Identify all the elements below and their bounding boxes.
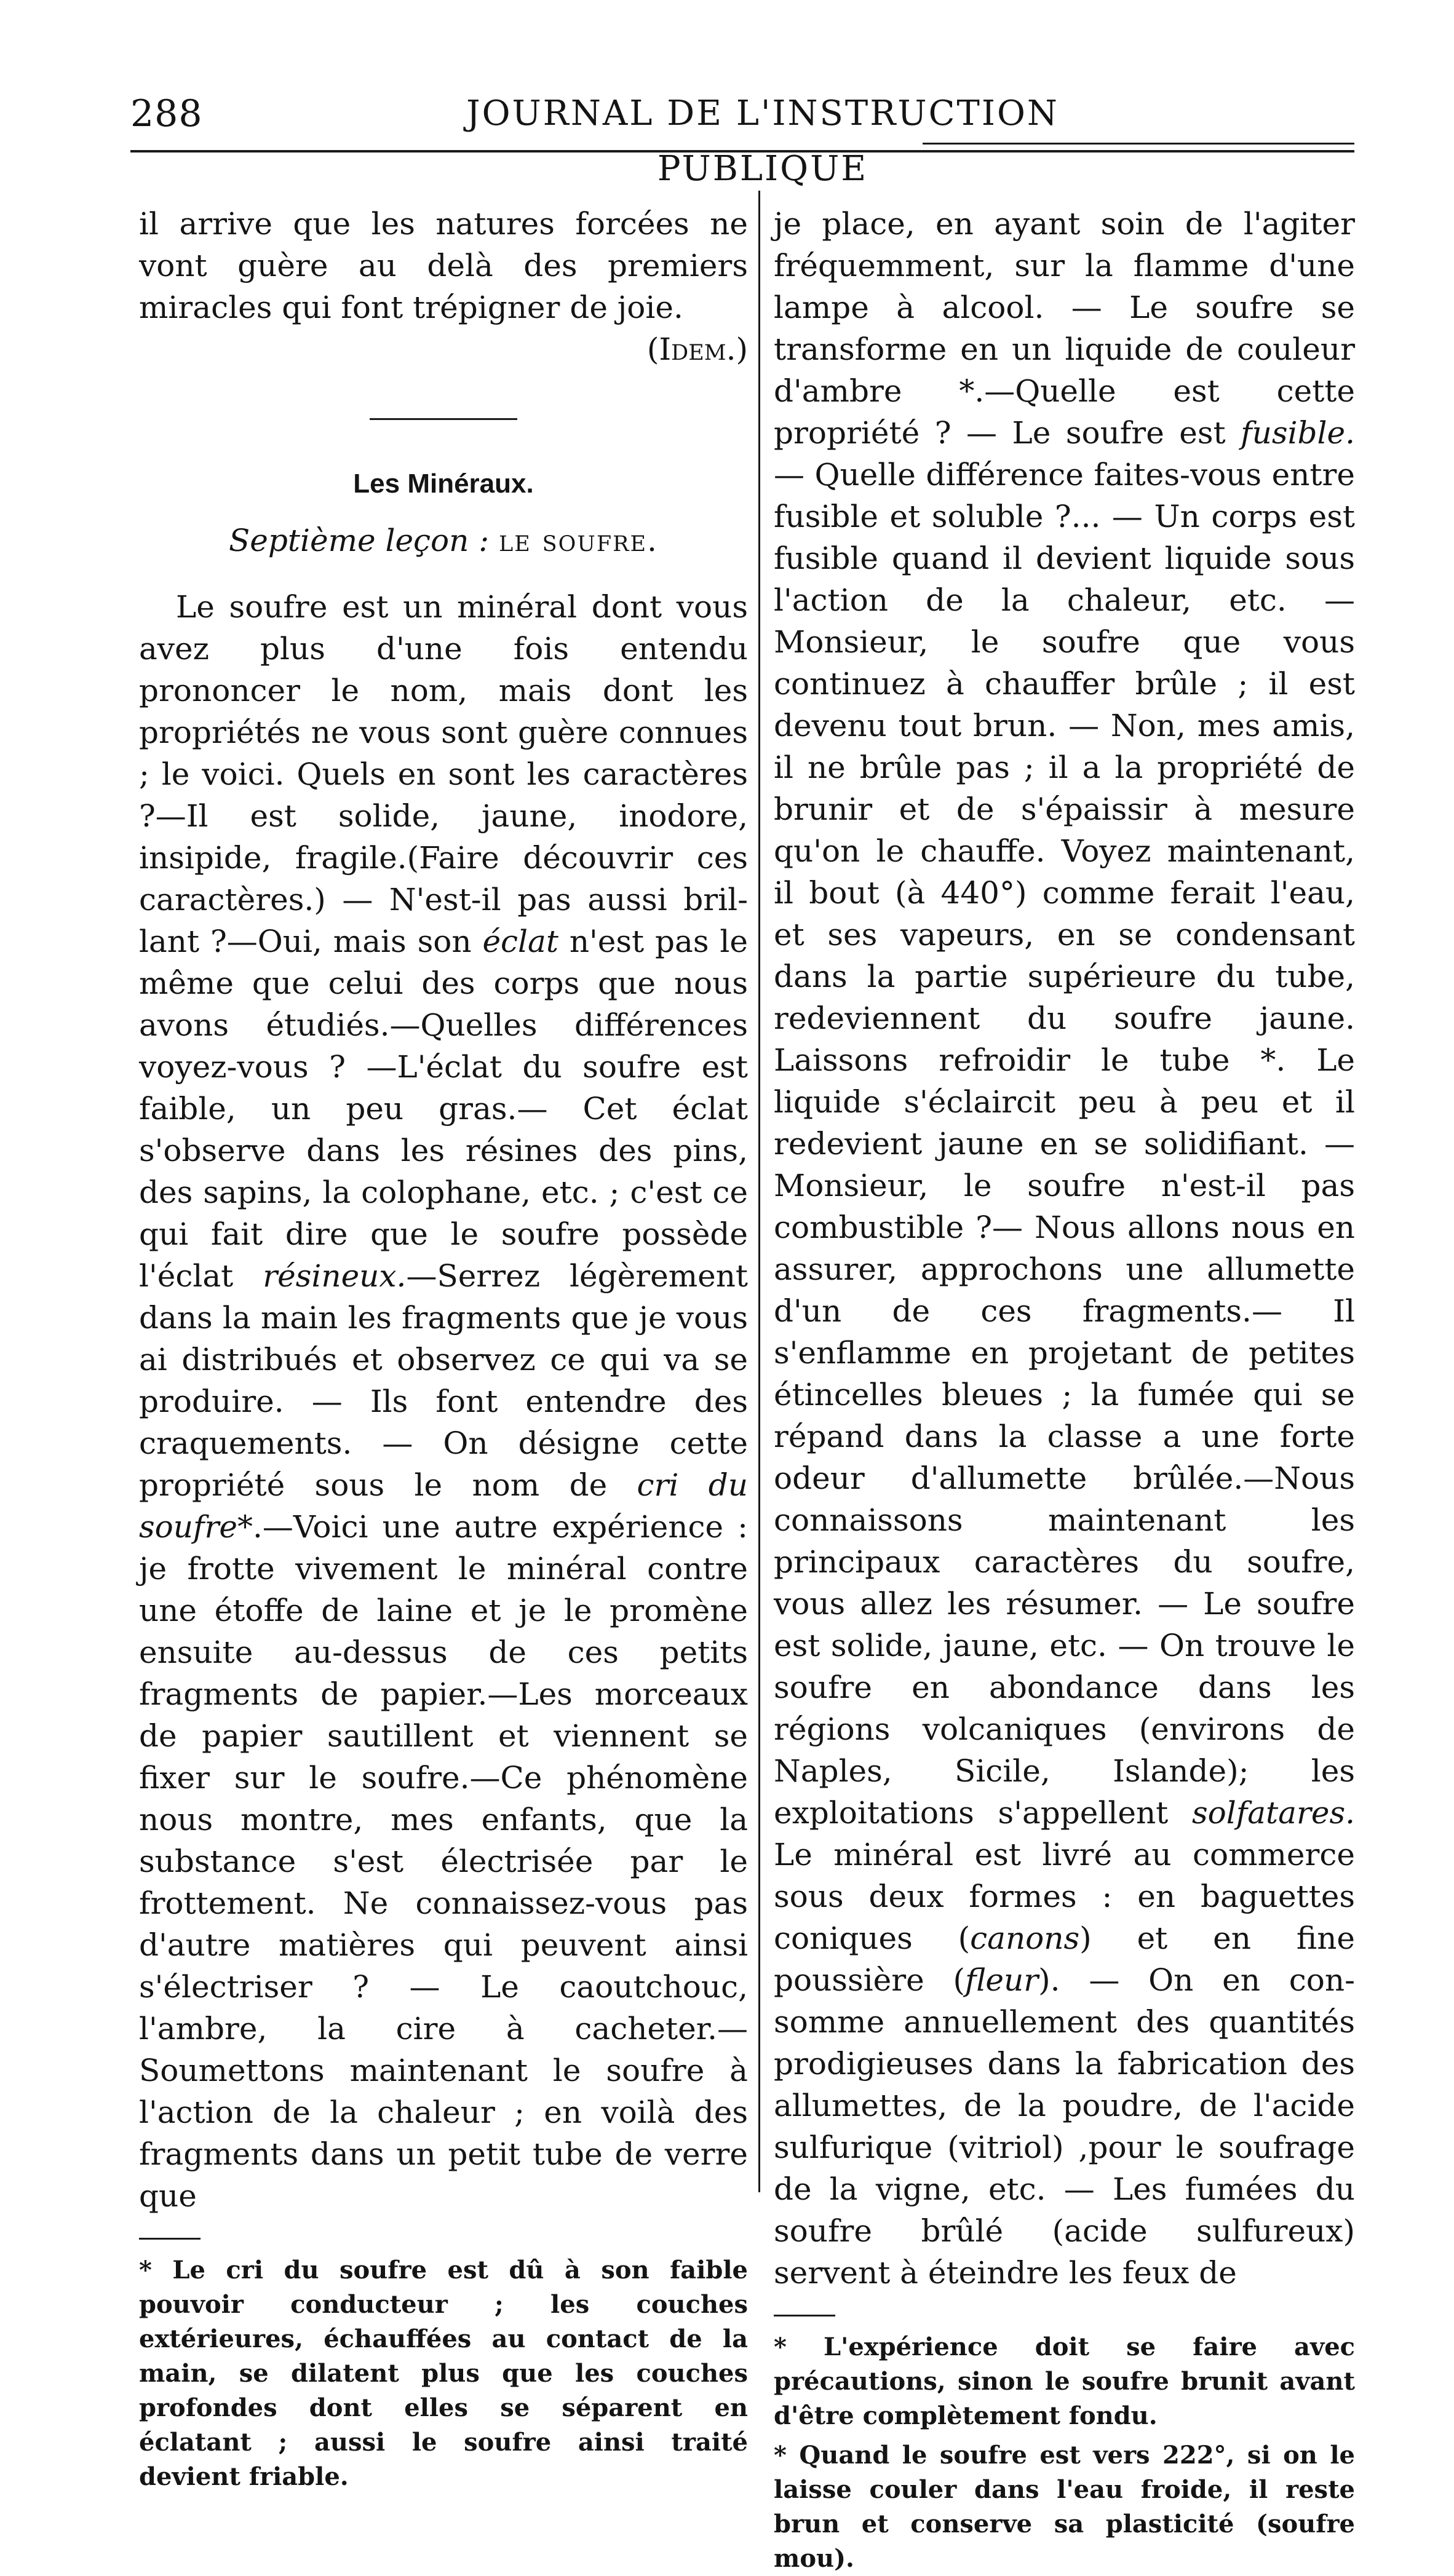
footnote-rule (774, 2315, 835, 2316)
page-number: 288 (130, 92, 203, 135)
left-column (139, 203, 748, 2494)
section-title: Les Minéraux. (353, 469, 534, 499)
intro-paragraph: il arrive que les natures forcées ne vont guère au delà des premiers miracles qui font trépigner de joie. (139, 206, 748, 325)
section-divider (370, 418, 517, 420)
footnote-left: * Le cri du soufre est dû à son faible pouvoir conducteur ; les couches extérieures, échauffées au contact de la main, se dilatent plus que les couches profondes dont elles se séparent en éclatant ; aussi le soufre ainsi traité devient friable. (139, 2256, 748, 2491)
lesson-title (139, 520, 748, 561)
lesson-body-right: je place, en ayant soin de l'agiter fréquemment, sur la flamme d'une lampe à alcool. — Le soufre se transforme en un liquide de couleur d'ambre *.—Quelle est cette propriété ? — Le soufre est fusible. — Quelle différence faites-vous entre fusible et soluble ?... — Un corps est fusible quand il devient liquide sous l'action de la chaleur, etc. — Monsieur, le soufre que vous continuez à chauffer brûle ; il est devenu tout brun. — Non, mes amis, il ne brûle pas ; il a la propriété de brunir et de s'épaissir à mesure qu'on le chauffe. Voyez maintenant, il bout (à 440°) comme ferait l'eau, et ses vapeurs, en se condensant dans la partie supérieure du tube, redeviennent du soufre jaune. Laissons refroidir le tube *. Le liquide s'éclaircit peu à peu et il redevient jaune en se solidifiant. — Monsieur, le soufre n'est-il pas combustible ?— Nous allons nous en assurer, approchons une allumette d'un de ces fragments.— Il s'enflamme en projetant de petites étincelles bleues ; la fumée qui se répand dans la classe a une forte odeur d'allumette brûlée.—Nous connaissons maintenant les principaux caractères du soufre, vous allez les résumer. — Le soufre est solide, jaune, etc. — On trouve le soufre en abondance dans les régions volcaniques (environs de Naples, Sicile, Islande); les exploitations s'appellent solfatares. Le minéral est livré au commerce sous deux formes : en baguettes coniques (canons) et en fine poussière (fleur). — On en consomme annuellement des quantités prodigieuses dans la fabrication des allumettes, de la poudre, de l'acide sulfurique (vitriol) ,pour le soufrage de la vigne, etc. — Les fumées du soufre brûlé (acide sulfureux) servent à éteindre les feux de (774, 206, 1355, 2291)
intro-source: (Idem.) (646, 331, 748, 367)
right-column (774, 203, 1355, 2576)
lesson-label: Septième leçon : (229, 523, 490, 558)
column-divider (758, 191, 760, 2192)
footnote-right-1: * L'expérience doit se faire avec précautions, sinon le soufre brunit avant d'être complètement fondu. (774, 2332, 1355, 2430)
header-rule (130, 150, 1354, 153)
page-header (0, 86, 1454, 189)
footnote-right-2: * Quand le soufre est vers 222°, si on le laisse couler dans l'eau froide, il reste brun et conserve sa plasticité (soufre mou). (774, 2441, 1355, 2573)
lesson-body-left: Le soufre est un minéral dont vous avez plus d'une fois entendu prononcer le nom, mais dont les propriétés ne vous sont guère connues ; le voici. Quels en sont les caractères ?—Il est solide, jaune, inodore, insipide, fragile.(Faire découvrir ces caractères.) — N'est-il pas aussi brillant ?—Oui, mais son éclat n'est pas le même que celui des corps que nous avons étudiés.—Quelles différences voyez-vous ? —L'éclat du soufre est faible, un peu gras.— Cet éclat s'observe dans les résines des pins, des sapins, la colophane, etc. ; c'est ce qui fait dire que le soufre possède l'éclat résineux.—Serrez légèrement dans la main les fragments que je vous ai distribués et observez ce qui va se produire. — Ils font entendre des craquements. — On désigne cette propriété sous le nom de cri du soufre*.—Voici une autre expérience : je frotte vivement le minéral contre une étoffe de laine et je le promène ensuite au-dessus de ces petits fragments de papier.—Les morceaux de papier sautillent et viennent se fixer sur le soufre.—Ce phénomène nous montre, mes enfants, que la substance s'est électrisée par le frottement. Ne connaissez-vous pas d'autre matières qui peuvent ainsi s'électriser ? — Le caoutchouc, l'ambre, la cire à cacheter.— Soumettons maintenant le soufre à l'action de la chaleur ; en voilà des fragments dans un petit tube de verre que (139, 589, 749, 2214)
header-rule-accent (923, 143, 1354, 145)
running-title: JOURNAL DE L'INSTRUCTION PUBLIQUE (466, 93, 1059, 189)
footnote-rule (139, 2238, 201, 2240)
lesson-subject: le soufre. (499, 523, 658, 558)
